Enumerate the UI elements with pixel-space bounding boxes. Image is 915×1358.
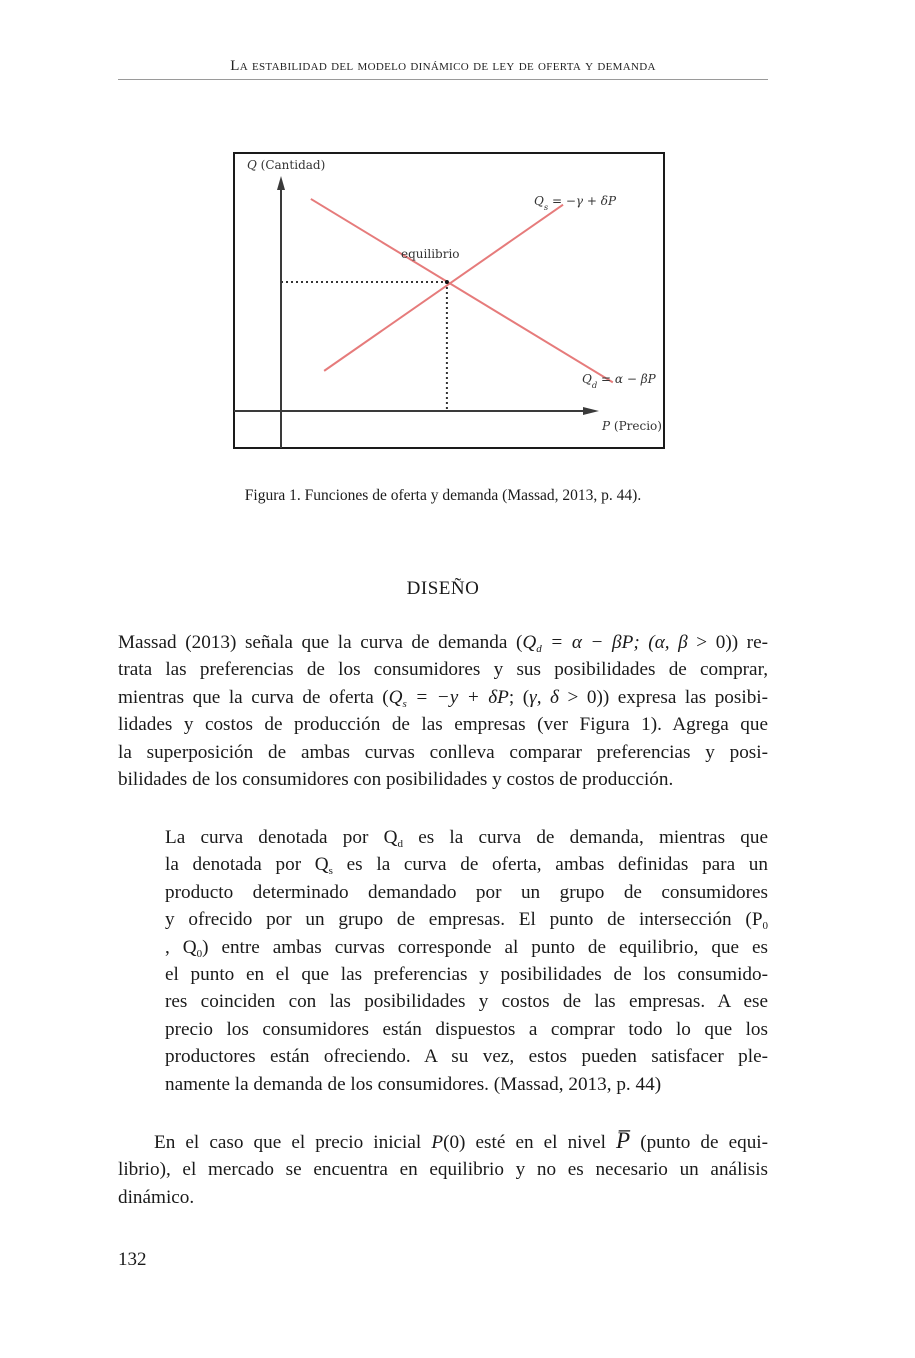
text-line: lidades y costos de producción de las empresas (ver Figura 1). Agrega que bbox=[118, 714, 768, 736]
label-part: P bbox=[602, 419, 611, 433]
label-part: equilibrio bbox=[401, 247, 460, 261]
label-part: Q bbox=[247, 158, 257, 172]
header-rule bbox=[118, 79, 768, 80]
text-line: trata las preferencias de los consumidores y sus posibilidades de comprar, bbox=[118, 659, 768, 681]
text-line: producto determinado demandado por un grupo de consumidores bbox=[165, 881, 768, 903]
subscript: 0 bbox=[762, 920, 768, 933]
text-run: Massad (2013) señala que la curva de demanda ( bbox=[118, 632, 523, 653]
label-part: s bbox=[543, 202, 549, 212]
section-title: DISEÑO bbox=[406, 578, 480, 599]
equilibrium-point bbox=[445, 280, 449, 284]
text-run: y ofrecido por un grupo de empresas. El punto de intersección (P bbox=[165, 909, 763, 931]
label-part: d bbox=[591, 380, 598, 390]
math-var: P bbox=[431, 1132, 444, 1153]
text-run: , Q bbox=[165, 936, 197, 958]
text-run: esté en el nivel bbox=[465, 1132, 617, 1153]
label-part: (Cantidad) bbox=[256, 158, 326, 172]
text-run: ; ( bbox=[508, 686, 530, 708]
label-part: = α − βP bbox=[597, 372, 656, 386]
math-subscript: s bbox=[402, 697, 407, 710]
text-line bbox=[165, 906, 768, 933]
math-expression: = −y + δP bbox=[406, 686, 509, 708]
label-part: = −γ + δP bbox=[548, 194, 617, 208]
y-axis-label bbox=[247, 158, 325, 172]
text-line: dinámico. bbox=[118, 1186, 195, 1208]
text-run: > 0)) expresa las posibi- bbox=[558, 686, 769, 708]
text-line: bilidades de los consumidores con posibilidades y costos de producción. bbox=[118, 769, 674, 791]
math-pbar: P̅ bbox=[616, 1128, 631, 1153]
text-line: librio), el mercado se encuentra en equilibrio y no es necesario un análisis bbox=[118, 1159, 768, 1181]
text-line: precio los consumidores están dispuestos a comprar todo lo que los bbox=[165, 1018, 768, 1040]
text-run: es la curva de demanda, mientras que bbox=[402, 827, 768, 848]
text-run: (punto de equi- bbox=[630, 1132, 769, 1153]
text-run: En el caso que el precio inicial bbox=[154, 1132, 432, 1153]
text-run: la denotada por Q bbox=[165, 854, 329, 876]
math-expression: γ, δ bbox=[529, 686, 559, 708]
text-line bbox=[165, 851, 768, 878]
math-subscript: d bbox=[536, 643, 542, 655]
subscript: s bbox=[328, 865, 333, 878]
text-run: mientras que la curva de oferta ( bbox=[118, 686, 389, 708]
supply-demand-chart bbox=[233, 152, 665, 449]
label-part: Q bbox=[534, 194, 544, 208]
text-line bbox=[165, 824, 768, 851]
text-run: La curva denotada por Q bbox=[165, 827, 398, 848]
math-var: Q bbox=[522, 632, 537, 653]
text-line bbox=[118, 1127, 768, 1156]
paragraph-2 bbox=[118, 1127, 768, 1211]
x-axis-label bbox=[601, 419, 662, 433]
figure-supply-demand bbox=[233, 152, 665, 449]
subscript: d bbox=[397, 838, 403, 850]
text-line: el punto en el que las preferencias y posibilidades de los consumido- bbox=[165, 964, 768, 986]
label-part: (Precio) bbox=[610, 419, 662, 433]
math-expression: = α − βP; (α, β bbox=[541, 632, 688, 653]
text-run: > 0)) re- bbox=[687, 632, 768, 653]
math-var: Q bbox=[388, 686, 403, 708]
figure-caption: Figura 1. Funciones de oferta y demanda (Massad, 2013, p. 44). bbox=[244, 487, 642, 504]
text-line bbox=[165, 934, 768, 961]
running-head: La estabilidad del modelo dinámico de ley de oferta y demanda bbox=[230, 58, 656, 74]
equilibrium-label bbox=[401, 247, 460, 261]
text-line bbox=[118, 684, 768, 711]
subscript: 0 bbox=[196, 947, 203, 960]
text-line: la superposición de ambas curvas conlleva comparar preferencias y posi- bbox=[118, 741, 768, 763]
text-line: productores están ofreciendo. A su vez, estos pueden satisfacer ple- bbox=[165, 1046, 768, 1068]
text-line: namente la demanda de los consumidores. (Massad, 2013, p. 44) bbox=[165, 1073, 662, 1095]
page-number: 132 bbox=[118, 1249, 147, 1270]
text-run: (0) bbox=[443, 1132, 466, 1153]
text-line bbox=[118, 629, 768, 656]
text-run: ) entre ambas curvas corresponde al punto de equilibrio, que es bbox=[202, 936, 768, 958]
text-line: res coinciden con las posibilidades y costos de las empresas. A ese bbox=[165, 991, 768, 1013]
label-part: Q bbox=[582, 372, 592, 386]
text-run: es la curva de oferta, ambas definidas para un bbox=[332, 854, 768, 876]
block-quote bbox=[165, 824, 768, 1098]
paragraph-1 bbox=[118, 629, 768, 793]
